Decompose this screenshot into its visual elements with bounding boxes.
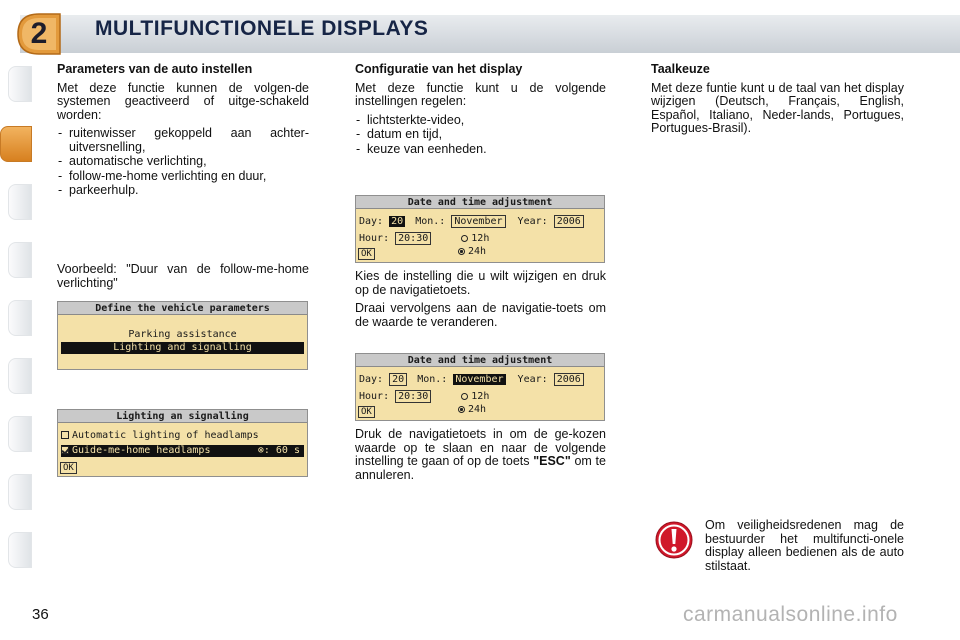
instruction-text-1 xyxy=(355,270,606,334)
chapter-tab[interactable] xyxy=(8,474,32,510)
chapter-number: 2 xyxy=(30,17,48,50)
hour-value: 20:30 xyxy=(395,232,431,245)
screen-option-row xyxy=(61,430,259,441)
year-value: 2006 xyxy=(554,215,584,228)
option-label: Automatic lighting of headlamps xyxy=(72,430,259,441)
month-label: Mon.: xyxy=(415,216,446,227)
screen-24h-row xyxy=(458,246,486,257)
paragraph: Met deze funtie kunt u de taal van het display wijzigen (Deutsch, Français, English, Español, Italiano, Neder-lands, Portugues, Portugues-Brasil). xyxy=(651,80,904,135)
text-fragment: om te annuleren. xyxy=(355,454,606,482)
radio-selected-icon xyxy=(458,406,465,413)
month-value: November xyxy=(451,215,505,228)
radio-selected-icon xyxy=(458,248,465,255)
day-label: Day: xyxy=(359,374,384,385)
day-label: Day: xyxy=(359,216,384,227)
screen-option-row-selected xyxy=(61,445,304,457)
column-language xyxy=(651,63,904,141)
display-screen-vehicle-parameters xyxy=(57,301,308,370)
watermark: carmanualsonline.info xyxy=(683,603,898,626)
year-value: 2006 xyxy=(554,373,584,386)
column-display-configuration xyxy=(355,63,606,161)
screen-hour-row xyxy=(359,391,489,402)
paragraph: Voorbeeld: "Duur van de follow-me-home verlichting" xyxy=(57,262,309,290)
ok-button: OK xyxy=(358,248,375,260)
list-item: - lichtsterkte-video, xyxy=(355,114,606,128)
screen-date-row xyxy=(359,374,584,385)
radio-unselected-icon xyxy=(461,393,468,400)
paragraph: Met deze functie kunt u de volgende instellingen regelen: xyxy=(355,80,606,108)
year-label: Year: xyxy=(517,374,548,385)
option-24h: 24h xyxy=(468,246,487,257)
list-item: - automatische verlichting, xyxy=(57,155,309,169)
paragraph: Draai vervolgens aan de navigatie-toets om de waarde te veranderen. xyxy=(355,301,606,329)
chapter-tab[interactable] xyxy=(8,358,32,394)
chapter-tab[interactable] xyxy=(8,416,32,452)
chapter-tab-strip xyxy=(0,66,34,578)
screen-title: Date and time adjustment xyxy=(356,354,604,367)
chapter-tab[interactable] xyxy=(8,532,32,568)
hour-value: 20:30 xyxy=(395,390,431,403)
feature-list xyxy=(57,127,309,198)
chapter-tab[interactable] xyxy=(8,242,32,278)
chapter-tab[interactable] xyxy=(8,300,32,336)
display-screen-date-time-2 xyxy=(355,353,605,421)
option-12h: 12h xyxy=(471,391,490,402)
screen-24h-row xyxy=(458,404,486,415)
screen-title: Lighting an signalling xyxy=(58,410,307,423)
list-item: - ruitenwisser gekoppeld aan achter-uitversnelling, xyxy=(57,127,309,154)
section-heading: Configuratie van het display xyxy=(355,62,523,76)
example-caption xyxy=(57,263,309,295)
paragraph: Kies de instelling die u wilt wijzigen en druk op de navigatietoets. xyxy=(355,269,606,297)
chapter-tab[interactable] xyxy=(8,66,32,102)
ok-button: OK xyxy=(60,462,77,474)
text-fragment: Druk de navigatietoets in om de ge-kozen waarde op te slaan en naar de volgende instelling te gaan of op de toets xyxy=(355,427,606,468)
instruction-text-2 xyxy=(355,428,606,487)
paragraph xyxy=(355,428,606,482)
page-title: MULTIFUNCTIONELE DISPLAYS xyxy=(95,17,429,40)
option-12h: 12h xyxy=(471,233,490,244)
screen-title: Date and time adjustment xyxy=(356,196,604,209)
display-screen-lighting xyxy=(57,409,308,477)
display-screen-date-time-1 xyxy=(355,195,605,263)
option-24h: 24h xyxy=(468,404,487,415)
option-value: ⊗: 60 s xyxy=(257,445,300,456)
hour-label: Hour: xyxy=(359,233,390,244)
list-item: - parkeerhulp. xyxy=(57,184,309,198)
day-value: 20 xyxy=(391,216,404,227)
screen-menu-item-selected: Lighting and signalling xyxy=(61,342,304,354)
esc-key-label: "ESC" xyxy=(533,454,571,468)
ok-button: OK xyxy=(358,406,375,418)
checkbox-unchecked-icon xyxy=(61,431,69,439)
page-number: 36 xyxy=(32,606,49,623)
list-item: - follow-me-home verlichting en duur, xyxy=(57,170,309,184)
screen-title: Define the vehicle parameters xyxy=(58,302,307,315)
warning-text: Om veiligheidsredenen mag de bestuurder het multifuncti-onele display alleen bedienen als de auto stilstaat. xyxy=(705,518,904,573)
paragraph: Met deze functie kunnen de volgen-de systemen geactiveerd of uitge-schakeld worden: xyxy=(57,80,309,122)
option-label: Guide-me-home headlamps xyxy=(72,445,211,456)
checkbox-checked-icon xyxy=(61,446,69,454)
radio-unselected-icon xyxy=(461,235,468,242)
warning-exclamation-icon xyxy=(655,521,693,559)
day-value: 20 xyxy=(389,373,407,386)
screen-menu-item: Parking assistance xyxy=(128,329,237,340)
month-label: Mon.: xyxy=(417,374,448,385)
screen-date-row xyxy=(359,216,584,227)
section-heading: Taalkeuze xyxy=(651,62,710,76)
chapter-tab-active[interactable] xyxy=(0,126,32,162)
list-item: - datum en tijd, xyxy=(355,128,606,142)
chapter-tab[interactable] xyxy=(8,184,32,220)
settings-list xyxy=(355,114,606,157)
month-value: November xyxy=(455,374,504,385)
column-vehicle-parameters xyxy=(57,63,309,203)
section-heading: Parameters van de auto instellen xyxy=(57,62,253,76)
hour-label: Hour: xyxy=(359,391,390,402)
year-label: Year: xyxy=(517,216,548,227)
screen-hour-row xyxy=(359,233,489,244)
list-item: - keuze van eenheden. xyxy=(355,143,606,157)
